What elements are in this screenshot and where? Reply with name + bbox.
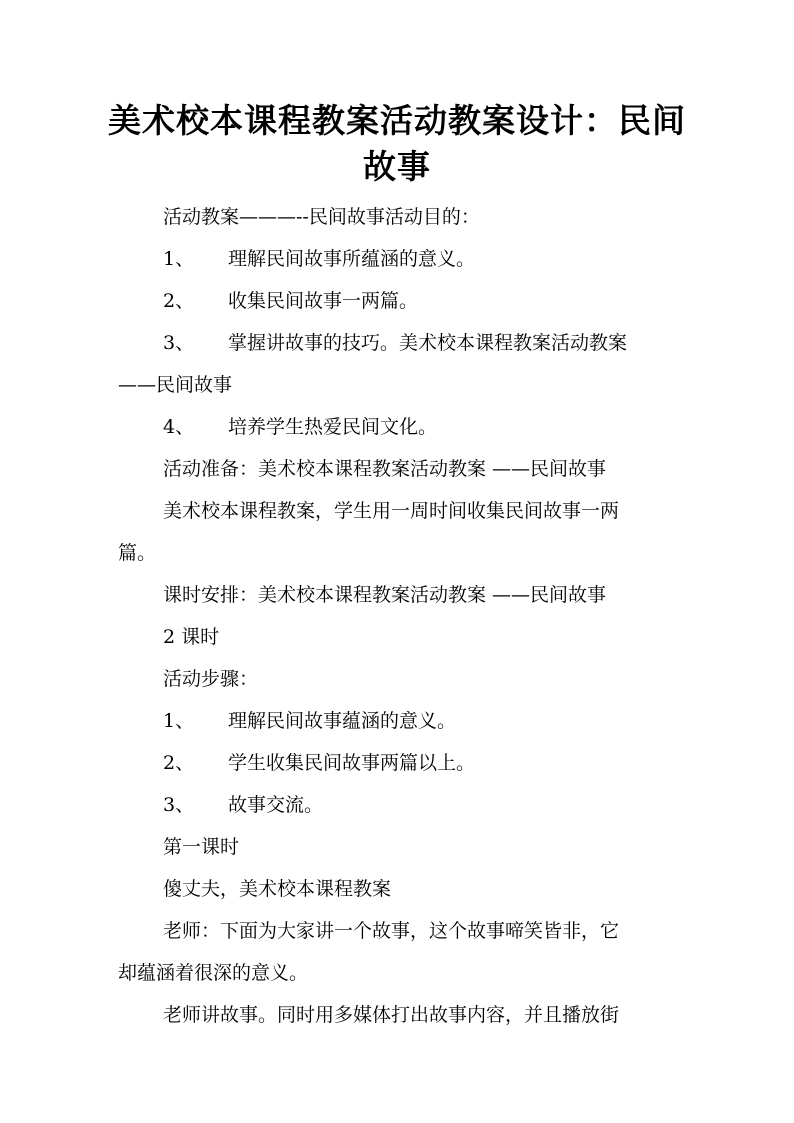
list-number: 2、 xyxy=(163,290,195,312)
paragraph: 活动准备：美术校本课程教案活动教案 ——民间故事 xyxy=(163,458,607,480)
list-text: 理解民间故事所蕴涵的意义。 xyxy=(228,248,476,270)
paragraph-continuation: 篇。 xyxy=(118,542,157,564)
document-title xyxy=(100,98,694,190)
list-text: 培养学生热爱民间文化。 xyxy=(228,416,438,438)
paragraph: 活动教案———--民间故事活动目的： xyxy=(163,206,480,228)
paragraph: 老师：下面为大家讲一个故事，这个故事啼笑皆非，它 xyxy=(163,920,620,942)
list-number: 1、 xyxy=(163,248,195,270)
title-line-1: 美术校本课程教案活动教案设计：民间 xyxy=(108,101,686,140)
list-item xyxy=(118,784,678,826)
paragraph-continuation: 却蕴涵着很深的意义。 xyxy=(118,962,309,984)
paragraph-continuation: ——民间故事 xyxy=(118,374,233,396)
paragraph: 第一课时 xyxy=(163,836,240,858)
list-number: 3、 xyxy=(163,794,195,816)
list-item xyxy=(118,742,678,784)
paragraph: 2 课时 xyxy=(163,626,220,648)
list-text: 理解民间故事蕴涵的意义。 xyxy=(228,710,457,732)
list-text: 收集民间故事一两篇。 xyxy=(228,290,419,312)
list-item xyxy=(118,700,678,742)
list-item xyxy=(118,238,678,280)
list-item xyxy=(118,322,678,364)
paragraph: 傻丈夫，美术校本课程教案 xyxy=(163,878,392,900)
list-number: 4、 xyxy=(163,416,195,438)
list-number: 2、 xyxy=(163,752,195,774)
paragraph: 活动步骤： xyxy=(163,668,259,690)
paragraph: 老师讲故事。同时用多媒体打出故事内容，并且播放街 xyxy=(163,1004,620,1026)
list-number: 3、 xyxy=(163,332,195,354)
paragraph: 课时安排：美术校本课程教案活动教案 ——民间故事 xyxy=(163,584,607,606)
title-line-2: 故事 xyxy=(363,147,431,186)
list-item xyxy=(118,280,678,322)
list-text: 掌握讲故事的技巧。美术校本课程教案活动教案 xyxy=(228,332,628,354)
document-body xyxy=(118,196,678,1036)
list-text: 故事交流。 xyxy=(228,794,324,816)
paragraph: 美术校本课程教案，学生用一周时间收集民间故事一两 xyxy=(163,500,620,522)
list-item xyxy=(118,406,678,448)
list-text: 学生收集民间故事两篇以上。 xyxy=(228,752,476,774)
list-number: 1、 xyxy=(163,710,195,732)
